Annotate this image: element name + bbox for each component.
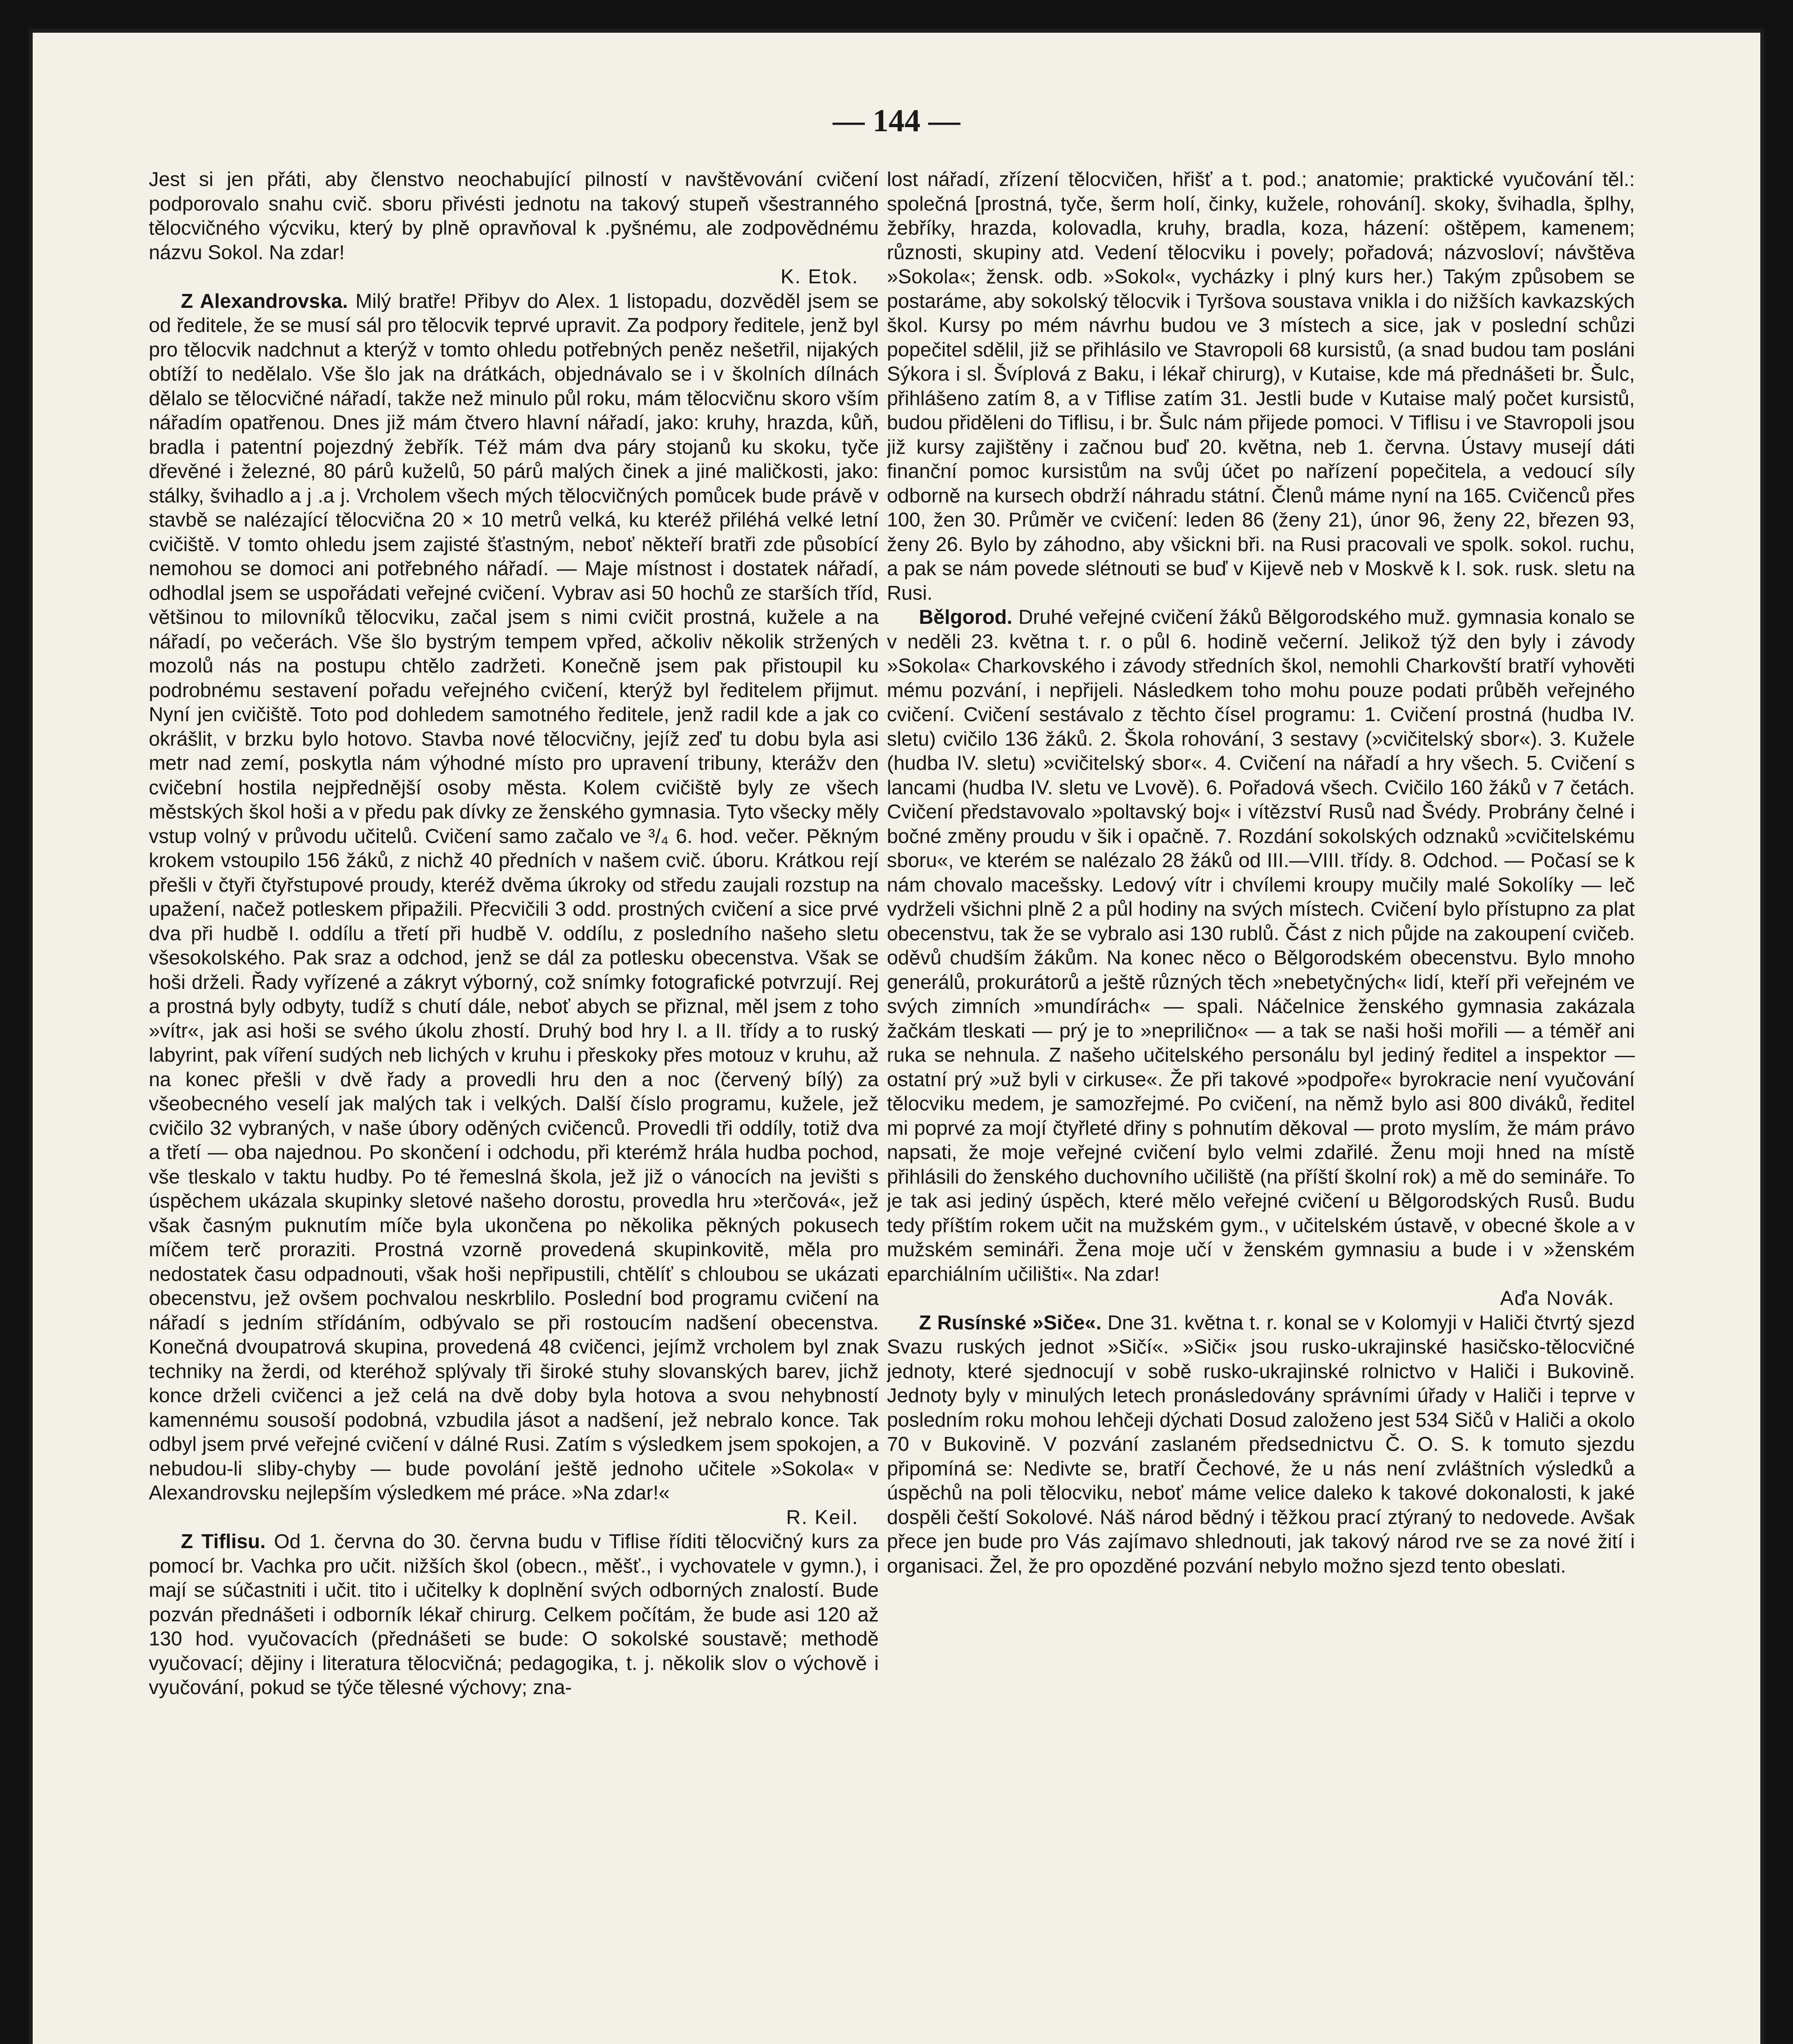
section-heading: Z Tiflisu.: [181, 1531, 266, 1553]
right-column: [887, 168, 1635, 2044]
left-column: [149, 168, 879, 2044]
author-signature: Aďa Novák.: [1500, 1287, 1615, 1309]
author-signature: K. Etok.: [780, 266, 859, 288]
article-paragraph: [887, 168, 1635, 605]
article-paragraph: [149, 1530, 879, 1700]
paragraph-text: Milý bratře! Přibyv do Alex. 1 listopadu, dozvěděl jsem se od ředitele, že se musí sál pro tělocvik teprvé upravit. Za podpory ředitele, jenž byl pro tělocvik nadchnut a kterýž v tomto ohledu potřebných peněz nešetřil, nijakých obtíží to nedělalo. Vše šlo jak na drátkách, objednávalo se i v školních dílnách dělalo se tělocvičné nářadí, takže než minulo půl roku, mám tělocvičnu skoro vším nářadím opatřenou. Dnes již mám čtvero hlavní nářadí, jako: kruhy, hrazda, kůň, bradla i patentní pojezdný žebřík. Též mám dva páry stojanů ku skoku, tyče dřevěné i železné, 80 párů kuželů, 50 párů malých činek a jiné maličkosti, jako: stálky, švihadlo a j .a j. Vrcholem všech mých tělocvičných pomůcek bude právě v stavbě se nalézající tělocvična 20 × 10 metrů velká, ku kteréž přiléhá velké letní cvičiště. V tomto ohledu jsem zajisté šťastným, neboť někteří bratři zde působící nemohou se domoci ani potřebného nářadí. — Maje místnost i dostatek nářadí, odhodlal jsem se uspořádati veřejné cvičení. Vybrav asi 50 hochů ze starších tříd, většinou to milovníků tělocviku, začal jsem s nimi cvičit prostná, kužele a na nářadí, po večerách. Vše šlo bystrým tempem vpřed, ačkoliv několik stržených mozolů nás na postupu chtělo zadržeti. Konečně jsem pak přistoupil ku podrobnému sestavení pořadu veřejného cvičení, kterýž byl ředitelem přijmut. Nyní jen cvičiště. Toto pod dohledem samotného ředitele, jenž radil kde a jak co okrášlit, v brzku bylo hotovo. Stavba nové tělocvičny, jejíž zeď tu dobu byla asi metr nad zemí, poskytla nám výhodné místo pro upravení tribuny, kterážv den cvičební hostila nejpřednější osoby města. Kolem cvičiště byly ze všech městských škol hoši a v předu pak dívky ze ženského gymnasia. Tyto všecky měly vstup volný v průvodu učitelů. Cvičení samo začalo ve ³/₄ 6. hod. večer. Pěkným krokem vstoupilo 156 žáků, z nichž 40 předních v našem cvič. úboru. Krátkou rejí přešli v čtyři čtyřstupové proudy, kteréž dvěma úkroky od středu zaujali rozstup na upažení, načež potleskem připažili. Přecvičili 3 odd. prostných cvičení a sice prvé dva při hudbě I. oddílu a třetí při hudbě V. oddílu, z posledního našeho sletu všesokolského. Pak sraz a odchod, jenž se dál za potlesku obecenstva. Však se hoši drželi. Řady vyřízené a zákryt výborný, což snímky fotografické potvrzují. Rej a prostná byly odbyty, tudíž s chutí dále, neboť abych se přiznal, měl jsem z toho »vítr«, jak asi hoši se svého úkolu zhostí. Druhý bod hry I. a II. třídy a to ruský labyrint, pak víření sudých neb lichých v kruhu i přeskoky přes motouz v kruhu, až na konec přešli v dvě řady a provedli hru den a noc (červený bílý) za všeobecného veselí jak malých tak i velkých. Další číslo programu, kužele, jež cvičilo 32 vybraných, v naše úbory oděných cvičenců. Provedli tři oddíly, totiž dva a třetí — oba najednou. Po skončení i odchodu, při kterémž hrála hudba pochod, vše tleskalo v taktu hudby. Po té řemeslná škola, jež již o vánocích na jevišti s úspěchem ukázala skupinky sletové našeho dorostu, provedla hru »terčová«, jež však časným puknutím míče byla ukončena po několika pěkných pokusech míčem terč proraziti. Prostná vzorně provedená skupinkovitě, měla pro nedostatek času odpadnouti, však hoši nepřipustili, chtělíť s chloubou se ukázati obecenstvu, jež ovšem pochvalou neskrblilo. Poslední bod programu cvičení na nářadí s jedním střídáním, odbývalo se při rostoucím nadšení obecenstva. Konečná dvoupatrová skupina, provedená 48 cvičenci, jejímž vrcholem byl znak techniky na žerdi, od kteréhož splývaly tři široké stuhy slovanských barev, jichž konce drželi cvičenci a jež celá na dvě doby byla hotova a svou nehybností kamennému sousoší podobná, vzbudila jásot a nadšení, jež nebralo konce. Tak odbyl jsem prvé veřejné cvičení v dálné Rusi. Zatím s výsledkem jsem spokojen, a nebudou-li sliby-chyby — bude povolání ještě jednoho učitele »Sokola« v Alexandrovsku nejlepším výsledkem mé práce. »Na zdar!«: [149, 290, 879, 1504]
paragraph-text: Od 1. června do 30. června budu v Tiflise říditi tělocvičný kurs za pomocí br. Vachka pro učit. nižších škol (obecn., měšť., i vychovatele v gymn.), i mají se súčastniti i učit. tito i učitelky k doplnění svých odborných znalostí. Bude pozván přednášeti i odborník lékař chirurg. Celkem počítám, že bude asi 120 až 130 hod. vyučovacích (přednášeti se bude: O sokolské soustavě; methodě vyučovací; dějiny i literatura tělocvičná; pedagogika, t. j. několik slov o výchově i vyučování, pokud se týče tělesné výchovy; zna-: [149, 1531, 879, 1699]
section-heading: Bělgorod.: [919, 606, 1013, 628]
article-paragraph: [887, 605, 1635, 1286]
article-paragraph: [149, 168, 879, 265]
document-page: [29, 29, 1764, 2044]
article-paragraph: [887, 1311, 1635, 1579]
author-signature: R. Keil.: [786, 1506, 859, 1529]
paragraph-text: Jest si jen přáti, aby členstvo neochabující pilností v navštěvování cvičení podporovalo snahu cvič. sboru přivésti jednotu na takový stupeň všestranného tělocvičného výcviku, který by plně opravňoval k .pyšnému, ale zodpovědnému názvu Sokol. Na zdar!: [149, 168, 879, 264]
paragraph-text: Dne 31. května t. r. konal se v Kolomyji v Haliči čtvrtý sjezd Svazu ruských jednot »Sičí«. »Siči« jsou rusko-ukrajinské hasičsko-tělocvičné jednoty, které sjednocují v sobě rusko-ukrajinské rolnictvo v Haliči i Bukovině. Jednoty byly v minulých letech pronásledovány správními úřady v Haliči i teprve v posledním roku mohou lehčeji dýchati Dosud založeno jest 534 Sičů v Haliči a okolo 70 v Bukovině. V pozvání zaslaném předsednictvu Č. O. S. k tomuto sjezdu připomíná se: Nedivte se, bratří Čechové, že u nás není zvláštních výsledků a úspěchů na poli tělocviku, neboť máme velice daleko k takové dokonalosti, k jaké dospěli čeští Sokolové. Náš národ bědný i těžkou prací ztýraný to nedovede. Avšak přece jen bude pro Vás zajímavo shlednouti, jak takový národ rve se za nové žití i organisaci. Žel, že pro opozděné pozvání nebylo možno sjezd tento obeslati.: [887, 1311, 1635, 1577]
article-paragraph: [149, 289, 879, 1506]
paragraph-text: lost nářadí, zřízení tělocvičen, hřišť a t. pod.; anatomie; praktické vyučování těl.: společná [prostná, tyče, šerm holí, činky, kužele, rohování]. skoky, švihadla, šplhy, žebříky, hrazda, kolovadla, kruhy, bradla, koza, házení: oštěpem, kamenem; různosti, skupiny atd. Vedení tělocviku i povely; pořadová; názvosloví; návštěva »Sokola«; žensk. odb. »Sokol«, vycházky i plný kurs her.) Takým způsobem se postaráme, aby sokolský tělocvik i Tyršova soustava vnikla i do nižších kavkazských škol. Kursy po mém návrhu budou ve 3 místech a sice, jak v poslední schůzi popečitel sdělil, již se přihlásilo ve Stavropoli 68 kursistů, (a snad budou tam posláni Sýkora i sl. Švíplová z Baku, i lékař chirurg), v Kutaise, kde má přednášeti br. Šulc, přihlášeno zatím 8, a v Tiflise zatím 31. Jestli bude v Kutaise malý počet kursistů, budou přiděleni do Tiflisu, i br. Šulc nám přijede pomoci. V Tiflisu i ve Stavropoli jsou již kursy zajištěny i začnou buď 20. května, neb 1. června. Ústavy musejí dáti finanční pomoc kursistům na svůj účet po nařízení popečitela, a vedoucí síly odborně na kursech obdrží náhradu státní. Členů máme nyní na 165. Cvičenců přes 100, žen 30. Průměr ve cvičení: leden 86 (ženy 21), únor 96, ženy 22, březen 93, ženy 26. Bylo by záhodno, aby všickni bři. na Rusi pracovali ve spolk. sokol. ruchu, a pak se nám povede slétnouti se buď v Kijevě neb v Moskvě k I. sok. rusk. sletu na Rusi.: [887, 168, 1635, 604]
section-heading: Z Rusínské »Siče«.: [919, 1311, 1101, 1334]
section-heading: Z Alexandrovska.: [181, 290, 348, 312]
paragraph-text: Druhé veřejné cvičení žáků Bělgorodského muž. gymnasia konalo se v neděli 23. května t. r. o půl 6. hodině večerní. Jelikož týž den byly i závody »Sokola« Charkovského i závody středních škol, nemohli Charkovští bratří vyhověti mému pozvání, i nepřijeli. Následkem toho mohu pouze podati průběh veřejného cvičení. Cvičení sestávalo z těchto čísel programu: 1. Cvičení prostná (hudba IV. sletu) cvičilo 136 žáků. 2. Škola rohování, 3 sestavy (»cvičitelský sbor«). 3. Kužele (hudba IV. sletu) »cvičitelský sbor«. 4. Cvičení na nářadí a hry všech. 5. Cvičení s lancami (hudba IV. sletu ve Lvově). 6. Pořadová všech. Cvičilo 160 žáků v 7 četách. Cvičení představovalo »poltavský boj« i vítězství Rusů nad Švédy. Probrány čelné i bočné změny proudu v šik i opačně. 7. Rozdání sokolských odznaků »cvičitelskému sboru«, ve kterém se nalézalo 28 žáků od III.—VIII. třídy. 8. Odchod. — Počasí se k nám chovalo macešsky. Ledový vítr i chvílemi kroupy mučily malé Sokolíky — leč vydrželi všichni plně 2 a půl hodiny na svých místech. Cvičení bylo přístupno za plat obecenstvu, tak že se vybralo asi 130 rublů. Část z nich půjde na zakoupení cvičeb. oděvů chudším žákům. Na konec něco o Bělgorodském obecenstvu. Bylo mnoho generálů, prokurátorů a ještě různých těch »nebetyčných« lidí, kteří při veřejném ve svých zimních »mundírách« — spali. Náčelnice ženského gymnasia zakázala žačkám tleskati — prý je to »neprilično« — a tak se naši hoši mořili — a téměř ani ruka se nehnula. Z našeho učitelského personálu byl jediný ředitel a inspektor — ostatní prý »už byli v cirkuse«. Že při takové »podpoře« byrokracie není vyučování tělocviku medem, je samozřejmé. Po cvičení, na němž bylo asi 800 diváků, ředitel mi poprvé za mojí čtyřleté dřiny s pohnutím děkoval — proto myslím, že mám právo napsati, že moje veřejné cvičení bylo velmi zdařilé. Ženu moji hned na místě přihlásili do ženského duchovního učiliště (na příští školní rok) a mě do semináře. To je tak asi jediný úspěch, které mělo veřejné cvičení u Bělgorodských Rusů. Budu tedy příštím rokem učit na mužském gym., v učitelském ústavě, v obecné škole a v mužském semináři. Žena moje učí v ženském gymnasiu a bude i v »ženském eparchiálním učilišti«. Na zdar!: [887, 606, 1635, 1285]
page-number: — 144 —: [833, 103, 960, 138]
